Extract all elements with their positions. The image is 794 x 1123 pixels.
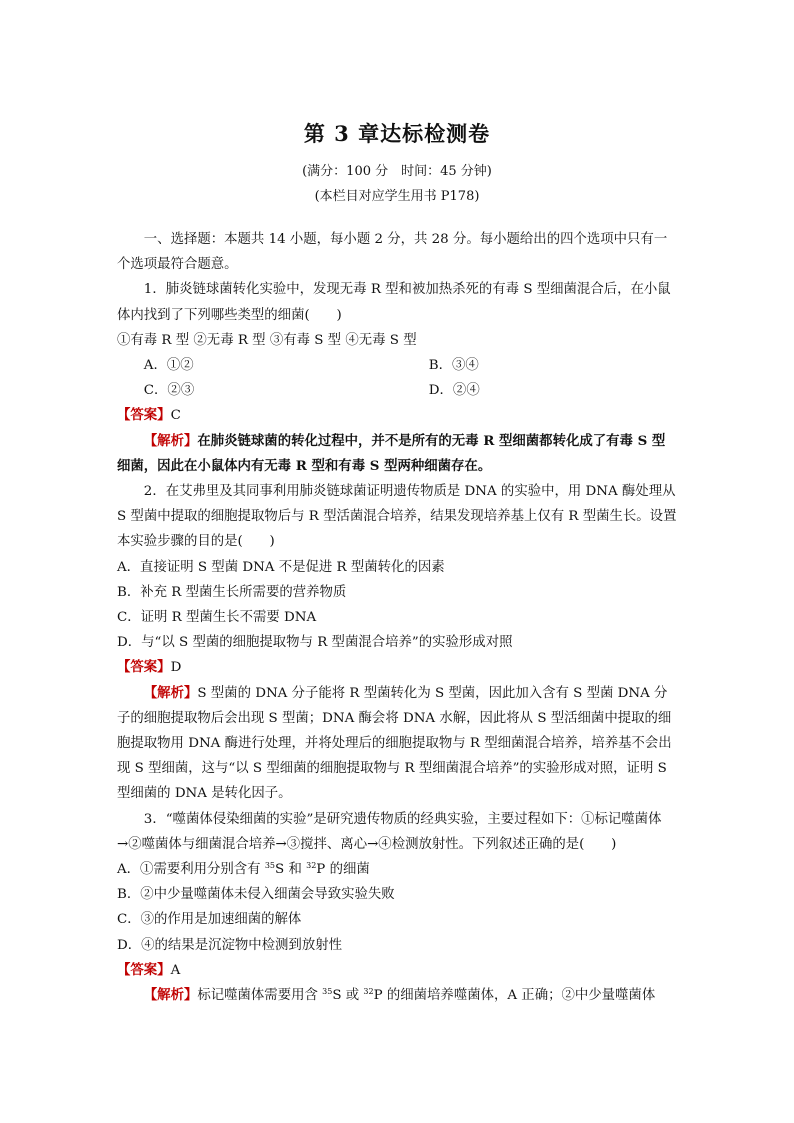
answer-value: C <box>170 408 181 424</box>
analysis-text: 在肺炎链球菌的转化过程中，并不是所有的无毒 R 型细菌都转化成了有毒 S 型细菌，因此在小鼠体内有无毒 R 型和有毒 S 型两种细菌存在。 <box>117 432 666 474</box>
question-1-options-row-2 <box>117 378 677 403</box>
isotope-32-sup: 32 <box>306 861 317 871</box>
question-1-items: ①有毒 R 型 ②无毒 R 型 ③有毒 S 型 ④无毒 S 型 <box>117 332 417 348</box>
question-3-option-a: A．①需要利用分别含有 $^{35}$S 和 $^{32}$P 的细菌 <box>117 861 370 878</box>
question-2-analysis <box>117 681 677 807</box>
exam-meta: (满分：100 分 时间：45 分钟) <box>302 164 492 179</box>
question-1-options-row-1 <box>117 353 677 378</box>
answer-value: D <box>170 660 182 676</box>
answer-value: A <box>170 962 181 978</box>
question-3-option-d: D．④的结果是沉淀物中检测到放射性 <box>117 937 342 953</box>
isotope-35-sup: 35 <box>322 987 333 997</box>
isotope-32-sup: 32 <box>363 987 374 997</box>
question-1-option-d: D．②④ <box>428 383 480 399</box>
question-2-option-c: C．证明 R 型菌生长不需要 DNA <box>117 610 317 626</box>
question-1-option-a: A．①② <box>143 358 194 374</box>
question-1-stem: 1．肺炎链球菌转化实验中，发现无毒 R 型和被加热杀死的有毒 S 型细菌混合后，在小鼠体内找到了下列哪些类型的细菌( ) <box>117 282 671 323</box>
question-1-analysis <box>117 429 677 479</box>
question-2-stem: 2．在艾弗里及其同事利用肺炎链球菌证明遗传物质是 DNA 的实验中，用 DNA 酶处理从 S 型菌中提取的细胞提取物后与 R 型活菌混合培养，结果发现培养基上仅有 R 型菌生长。设置本实验步骤的目的是( ) <box>117 484 677 550</box>
question-3-option-b: B．②中少量噬菌体未侵入细菌会导致实验失败 <box>117 887 395 903</box>
question-3-analysis: 【解析】标记噬菌体需要用含 $^{35}$S 或 $^{32}$P 的细菌培养噬菌体，A 正确；②中少量噬菌体 <box>143 987 656 1004</box>
question-3-stem: 3．“噬菌体侵染细菌的实验”是研究遗传物质的经典实验，主要过程如下：①标记噬菌体→②噬菌体与细菌混合培养→③搅拌、离心→④检测放射性。下列叙述正确的是( ) <box>117 811 662 852</box>
question-3-option-c: C．③的作用是加速细菌的解体 <box>117 912 302 928</box>
analysis-label: 【解析】 <box>143 987 198 1004</box>
analysis-label: 【解析】 <box>143 684 198 701</box>
question-content <box>117 227 677 1008</box>
answer-label: 【答案】 <box>117 961 171 978</box>
page-title: 第 3 章达标检测卷 <box>303 121 491 146</box>
question-1-answer <box>117 403 677 428</box>
question-1-option-c: C．②③ <box>143 383 195 399</box>
question-3-answer <box>117 958 677 983</box>
analysis-text: S 型菌的 DNA 分子能将 R 型菌转化为 S 型菌，因此加入含有 S 型菌 DNA 分子的细胞提取物后会出现 S 型菌；DNA 酶会将 DNA 水解，因此将从 S 型活细菌中提取的细胞提取物用 DNA 酶进行处理，并将处理后的细胞提取物与 R 型细菌混合培养，培养基不会出现 S 型细菌，这与“以 S 型细菌的细胞提取物与 R 型细菌混合培养”的实验形成对照，证明 S 型细菌的 DNA 是转化因子。 <box>117 685 672 802</box>
answer-label: 【答案】 <box>117 659 171 676</box>
question-2-answer <box>117 655 677 680</box>
analysis-label: 【解析】 <box>143 432 198 449</box>
question-2-option-a: A．直接证明 S 型菌 DNA 不是促进 R 型菌转化的因素 <box>117 559 445 575</box>
section-heading: 一、选择题：本题共 14 小题，每小题 2 分，共 28 分。每小题给出的四个选项中只有一个选项最符合题意。 <box>117 232 668 273</box>
answer-label: 【答案】 <box>117 407 171 424</box>
book-note: (本栏目对应学生用书 P178) <box>314 189 480 204</box>
question-2-option-b: B．补充 R 型菌生长所需要的营养物质 <box>117 584 347 600</box>
question-1-option-b: B．③④ <box>428 358 479 374</box>
question-2-option-d: D．与“以 S 型菌的细胞提取物与 R 型菌混合培养”的实验形成对照 <box>117 635 513 651</box>
isotope-35-sup: 35 <box>264 861 276 871</box>
